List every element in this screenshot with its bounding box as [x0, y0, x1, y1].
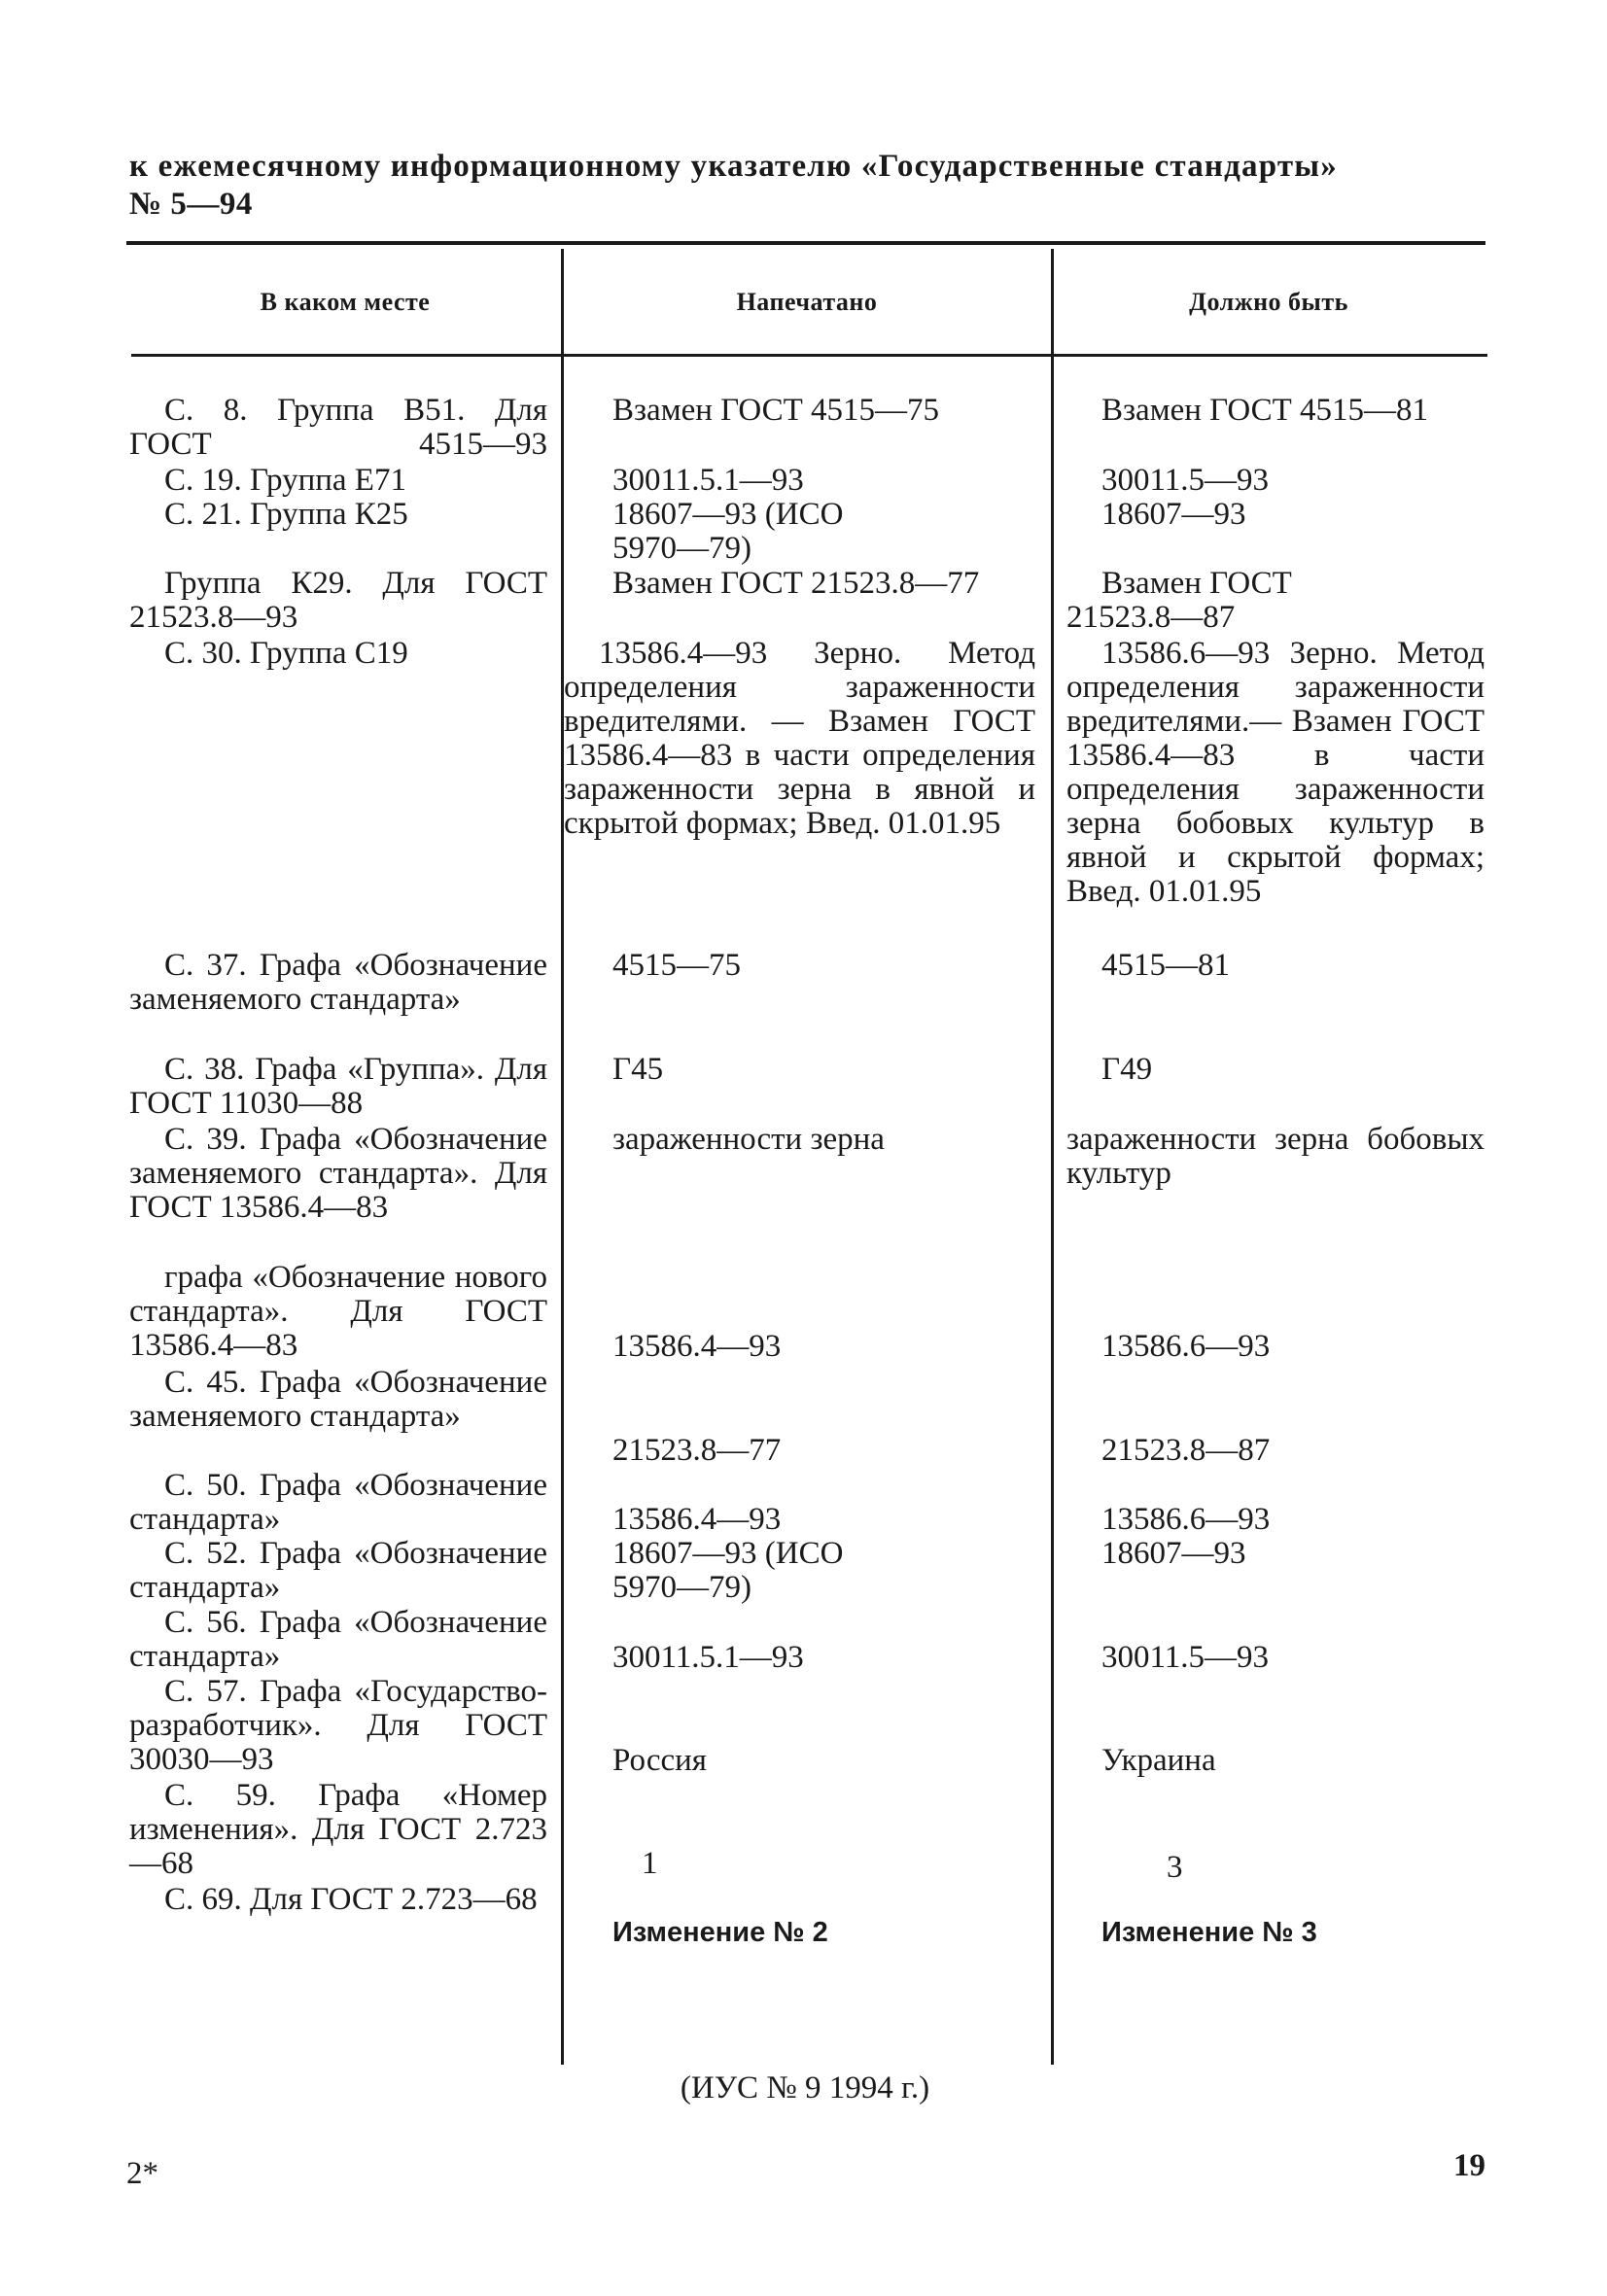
table-cell-should-be: 30011.5—93	[1101, 1640, 1270, 1675]
table-cell-printed: Россия	[612, 1743, 707, 1778]
table-cell-printed: 4515—75	[612, 948, 741, 983]
table-cell-printed: 1	[642, 1846, 658, 1881]
header-line-1: к ежемесячному информационному указателю «Государственные стандарты»	[129, 149, 1338, 184]
table-cell-where: С. 59. Графа «Номер изменения». Для ГОСТ 2.723—68	[129, 1778, 547, 1881]
table-cell-should-be: Взамен ГОСТ 21523.8—87	[1066, 566, 1292, 635]
table-cell-where: Группа К29. Для ГОСТ 21523.8—93	[129, 566, 547, 635]
table-header-rule	[131, 354, 1487, 357]
table-cell-printed: 13586.4—93	[612, 1502, 782, 1537]
table-cell-where: С. 37. Графа «Обозначение заменяемого стандарта»	[129, 948, 547, 1017]
table-cell-printed: 13586.4—93	[612, 1329, 782, 1364]
table-cell-should-be: Украина	[1101, 1743, 1216, 1778]
table-cell-should-be: 13586.6—93 Зерно. Метод определения зараженности вредителями.— Взамен ГОСТ 13586.4—83 в части определения зараженности зерна бобовых культур в явной и скрытой формах; Введ. 01.01.95	[1066, 636, 1485, 909]
table-cell-should-be: 13586.6—93	[1101, 1502, 1271, 1537]
column-header-where: В каком месте	[260, 288, 431, 316]
table-cell-printed: 13586.4—93 Зерно. Метод определения зараженности вредителями. — Взамен ГОСТ 13586.4—83 в части определения зараженности зерна в явной и скрытой формах; Введ. 01.01.95	[564, 636, 1035, 841]
table-cell-should-be: 3	[1167, 1850, 1183, 1885]
table-cell-printed: 30011.5.1—93	[612, 463, 804, 498]
header-line-2: № 5—94	[129, 187, 253, 222]
table-cell-where: С. 56. Графа «Обозначение стандарта»	[129, 1605, 547, 1674]
table-cell-where: С. 21. Группа К25	[164, 497, 408, 532]
table-cell-where: С. 50. Графа «Обозначение стандарта»	[129, 1468, 547, 1537]
column-header-should-be: Должно быть	[1189, 288, 1348, 316]
source-note: (ИУС № 9 1994 г.)	[680, 2070, 930, 2105]
page-number: 19	[1453, 2148, 1485, 2183]
table-cell-should-be: 30011.5—93	[1101, 463, 1270, 498]
table-cell-printed: Изменение № 2	[612, 1917, 828, 1948]
table-cell-where: С. 39. Графа «Обозначение заменяемого стандарта». Для ГОСТ 13586.4—83	[129, 1122, 547, 1225]
table-cell-should-be: Изменение № 3	[1101, 1917, 1317, 1948]
column-divider-2	[1051, 249, 1054, 2065]
table-cell-should-be: Взамен ГОСТ 4515—81	[1101, 393, 1429, 428]
table-cell-where: С. 8. Группа В51. Для ГОСТ 4515—93	[129, 393, 547, 462]
table-cell-printed: 30011.5.1—93	[612, 1640, 804, 1675]
table-cell-should-be: зараженности зерна бобовых культур	[1066, 1122, 1485, 1191]
table-cell-printed: 18607—93 (ИСО 5970—79)	[612, 1536, 844, 1605]
table-cell-printed: 18607—93 (ИСО 5970—79)	[612, 497, 844, 566]
table-cell-printed: Взамен ГОСТ 4515—75	[612, 393, 940, 428]
table-cell-should-be: 4515—81	[1101, 948, 1230, 983]
table-cell-should-be: 13586.6—93	[1101, 1329, 1271, 1364]
table-cell-where: С. 57. Графа «Государство-разработчик». Для ГОСТ 30030—93	[129, 1674, 547, 1777]
table-cell-printed: Взамен ГОСТ 21523.8—77	[612, 566, 980, 601]
table-cell-printed: 21523.8—77	[612, 1433, 782, 1468]
table-cell-where: графа «Обозначение нового стандарта». Для ГОСТ 13586.4—83	[129, 1260, 547, 1363]
column-header-printed: Напечатано	[736, 288, 878, 316]
table-cell-printed: Г45	[612, 1052, 664, 1087]
table-cell-where: С. 52. Графа «Обозначение стандарта»	[129, 1536, 547, 1605]
table-cell-where: С. 38. Графа «Группа». Для ГОСТ 11030—88	[129, 1052, 547, 1121]
table-cell-printed: зараженности зерна	[612, 1122, 885, 1157]
table-top-rule	[126, 241, 1485, 245]
table-cell-should-be: 18607—93	[1101, 1536, 1246, 1571]
table-cell-where: С. 19. Группа Е71	[164, 463, 406, 498]
table-cell-should-be: 18607—93	[1101, 497, 1246, 532]
signature-mark: 2*	[126, 2156, 158, 2191]
table-cell-where: С. 30. Группа С19	[164, 636, 408, 671]
table-cell-should-be: 21523.8—87	[1101, 1433, 1271, 1468]
table-cell-where: С. 45. Графа «Обозначение заменяемого стандарта»	[129, 1365, 547, 1434]
table-cell-should-be: Г49	[1101, 1052, 1153, 1087]
table-cell-where: С. 69. Для ГОСТ 2.723—68	[164, 1882, 538, 1917]
